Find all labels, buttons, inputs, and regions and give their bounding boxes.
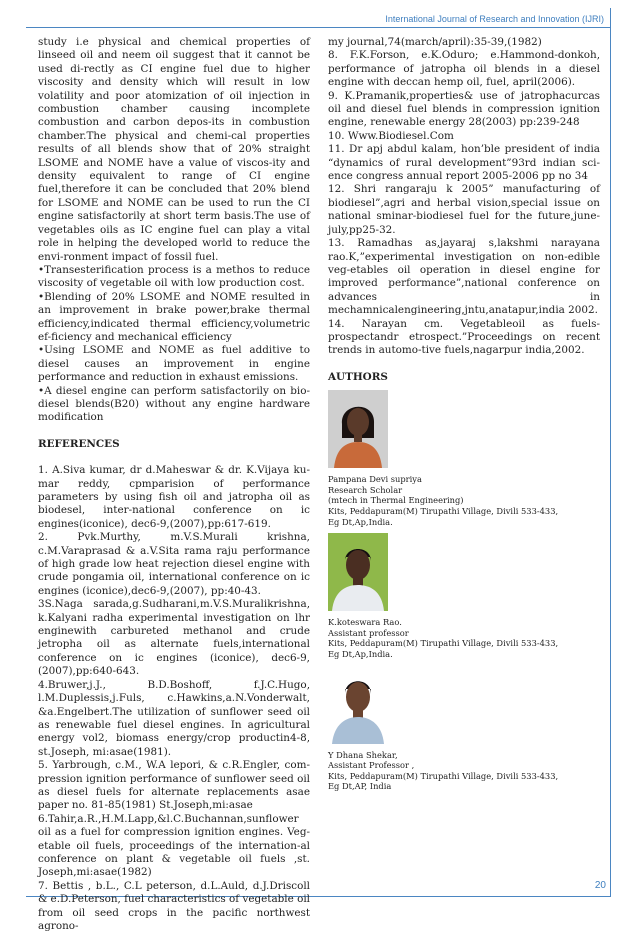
bullet-item: •Transesterification process is a methos to reduce viscosity of vegetable oil with low production cost. xyxy=(38,263,310,290)
journal-header: International Journal of Research and Innovation (IJRI) xyxy=(385,14,604,24)
reference-item: 1. A.Siva kumar, dr d.Maheswar & dr. K.Vijaya ku-mar reddy, cpmparision of performance parameters by using fish oil and jatropha oil as biodesel, inter-national conference on ic engines(iconice), dec6-9,(2007),pp:617-619. xyxy=(38,464,310,530)
author-caption xyxy=(328,474,600,527)
reference-item: 10. Www.Biodiesel.Com xyxy=(328,129,454,142)
references-heading: REFERENCES xyxy=(38,437,120,450)
author-caption xyxy=(328,750,600,792)
reference-item: 12. Shri rangaraju k 2005” manufacturing of biodiesel”,agri and herbal vision,special issue on national sminar-biodiesel fuel for the future,june-july,pp25-32. xyxy=(328,183,600,236)
author-block xyxy=(328,390,600,527)
reference-item: my journal,74(march/april):35-39,(1982) xyxy=(328,36,542,48)
header-rule xyxy=(26,27,610,28)
reference-item: 6.Tahir,a.R.,H.M.Lapp,&l.C.Buchannan,sunflower oil as a fuel for compression ignition engines. Veg-etable oil fuels, proceedings of the internation-al conference on plant & vegetable oil fuels ,st. Joseph,mi:asae(1982) xyxy=(38,812,310,879)
author-detail: (mtech in Thermal Engineering) xyxy=(328,495,464,506)
reference-item: 9. K.Pramanik,properties& use of jatrophacurcas oil and diesel fuel blends in compression ignition engine, renewable energy 28(2003) pp:239-248 xyxy=(328,89,600,129)
right-column xyxy=(328,36,600,792)
reference-item: 13. Ramadhas as,jayaraj s,lakshmi narayana rao.K,”experimental investigation on non-edible veg-etables oil operation in diesel engine for improved performance”,national conference on advances in mechamnicalengineering,jntu,anatapur,india 2002. xyxy=(328,237,600,317)
author-title: Assistant professor xyxy=(328,627,409,638)
author-block xyxy=(328,666,600,792)
author-location: Eg Dt,Ap,India. xyxy=(328,516,393,527)
author-location: Eg Dt,AP, India xyxy=(328,781,392,792)
authors-heading: AUTHORS xyxy=(328,370,388,383)
author-affiliation: Kits, Peddapuram(M) Tirupathi Village, Divili 533-433, xyxy=(328,505,559,516)
page-number: 20 xyxy=(594,880,606,891)
reference-item: 8. F.K.Forson, e.K.Oduro; e.Hammond-donkoh, performance of jatropha oil blends in a diesel engine with deccan hemp oil, fuel, april(2006). xyxy=(328,49,600,89)
body-paragraph: study i.e physical and chemical properties of linseed oil and neem oil suggest that it cannot be used di-rectly as CI engine fuel due to higher viscosity and density which will result in low volatility and poor atomization of oil injection in combustion chamber causing incomplete combustion and carbon depos-its in combustion chamber.The physical and chemi-cal properties results of all blends show that of 20% straight LSOME and NOME have a value of viscos-ity and density equivalent to range of CI engine fuel,therefore it can be concluded that 20% blend for LSOME and NOME can be used to run the CI engine satisfactorily at short term basis.The use of vegetables oils as IC engine fuel can play a vital role in helping the developed world to reduce the envi-ronment impact of fossil fuel. xyxy=(38,36,310,263)
author-photo xyxy=(328,533,388,611)
author-name: Pampana Devi supriya xyxy=(328,474,422,485)
author-name: Y Dhana Shekar, xyxy=(328,749,398,760)
author-block xyxy=(328,533,600,659)
bullet-item: •Blending of 20% LSOME and NOME resulted in an improvement in brake power,brake thermal efficiency,indicated thermal efficiency,volumetric ef-ficiency and mechanical efficiency xyxy=(38,290,310,343)
left-column xyxy=(38,36,310,933)
author-location: Eg Dt,Ap,India. xyxy=(328,648,393,659)
author-caption xyxy=(328,617,600,659)
author-photo xyxy=(328,666,388,744)
author-photo xyxy=(328,390,388,468)
reference-item: 2. Pvk.Murthy, m.V.S.Murali krishna, c.M.Varaprasad & a.V.Sita rama raju performance of high grade low heat rejection diesel engine with crude pongamia oil, international conference on ic engines (iconice),dec6-9,(2007), pp:40-43. xyxy=(38,531,310,597)
reference-item: 4.Bruwer,j.J., B.D.Boshoff, f.J.C.Hugo, l.M.Duplessis,j.Fuls, c.Hawkins,a.N.Vonderwalt, &a.Engelbert.The utilization of sunflower seed oil as renewable fuel diesel engines. In agricultural energy vol2, biomass energy/crop productin4-8, st.Joseph, mi:asae(1981). xyxy=(38,678,310,758)
reference-item: 5. Yarbrough, c.M., W.A lepori, & c.R.Engler, com-pression ignition performance of sunflower seed oil as diesel fuels for alternate replacements asae paper no. 81-85(1981) St.Joseph,mi:asae xyxy=(38,759,310,812)
author-affiliation: Kits, Peddapuram(M) Tirupathi Village, Divili 533-433, xyxy=(328,770,559,781)
bullet-item: •A diesel engine can perform satisfactorily on bio-diesel blends(B20) without any engine hardware modification xyxy=(38,384,310,424)
bullet-item: •Using LSOME and NOME as fuel additive to diesel causes an improvement in engine performance and reduction in exhaust emissions. xyxy=(38,344,310,384)
reference-item: 14. Narayan cm. Vegetableoil as fuels-prospectandr etrospect.”Proceedings on recent trends in automo-tive fuels,nagarpur india,2002. xyxy=(328,317,600,357)
author-name: K.koteswara Rao. xyxy=(328,617,402,628)
reference-item: 7. Bettis , b.L., C.L peterson, d.L.Auld, d.J.Driscoll & e.D.Peterson, fuel characteristics of vegetable oil from oil seed crops in the pacific northwest agrono- xyxy=(38,879,310,932)
reference-item: 11. Dr apj abdul kalam, hon’ble president of india “dynamics of rural development”93rd indian sci-ence congress annual report 2005-2006 pp no 34 xyxy=(328,143,600,183)
author-title: Assistant Professor , xyxy=(328,760,415,771)
author-title: Research Scholar xyxy=(328,484,403,495)
author-affiliation: Kits, Peddapuram(M) Tirupathi Village, Divili 533-433, xyxy=(328,638,559,649)
reference-item: 3S.Naga sarada,g.Sudharani,m.V.S.Muralikrishna, k.Kalyani radha experimental investigation on lhr enginewith carbureted methanol and crude jetropha oil as alternate fuels,international conference on ic engines (iconice), dec6-9,(2007),pp:640-643. xyxy=(38,598,310,678)
